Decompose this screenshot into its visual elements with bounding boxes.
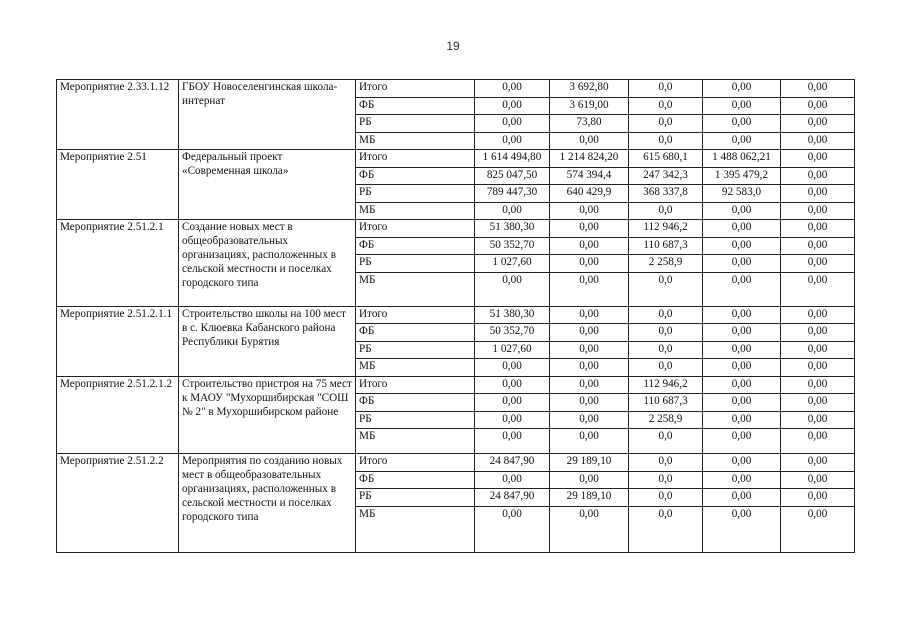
page-number: 19 bbox=[446, 39, 460, 53]
amount-cell: 0,00 bbox=[703, 506, 781, 552]
funding-source: Итого bbox=[356, 454, 475, 472]
amount-cell: 1 027,60 bbox=[475, 255, 550, 273]
amount-cell: 368 337,8 bbox=[629, 185, 703, 203]
activity-description: Строительство школы на 100 мест в с. Клюевка Кабанского района Республики Бурятия bbox=[179, 306, 356, 376]
amount-cell: 0,00 bbox=[703, 237, 781, 255]
amount-cell: 0,00 bbox=[781, 255, 855, 273]
amount-cell: 0,00 bbox=[550, 471, 629, 489]
amount-cell: 0,00 bbox=[781, 97, 855, 115]
amount-cell: 0,00 bbox=[703, 220, 781, 238]
amount-cell: 0,00 bbox=[550, 306, 629, 324]
funding-source: МБ bbox=[356, 359, 475, 377]
activity-description: Федеральный проект «Современная школа» bbox=[179, 150, 356, 220]
amount-cell: 0,00 bbox=[703, 489, 781, 507]
amount-cell: 0,0 bbox=[629, 132, 703, 150]
funding-source: ФБ bbox=[356, 97, 475, 115]
activity-id: Мероприятие 2.33.1.12 bbox=[57, 80, 179, 150]
table-row bbox=[57, 376, 855, 394]
amount-cell: 0,00 bbox=[550, 376, 629, 394]
funding-source: Итого bbox=[356, 376, 475, 394]
amount-cell: 0,00 bbox=[550, 359, 629, 377]
funding-source: РБ bbox=[356, 489, 475, 507]
amount-cell: 92 583,0 bbox=[703, 185, 781, 203]
amount-cell: 0,00 bbox=[475, 359, 550, 377]
activity-id: Мероприятие 2.51 bbox=[57, 150, 179, 220]
amount-cell: 0,00 bbox=[781, 506, 855, 552]
funding-source: ФБ bbox=[356, 167, 475, 185]
amount-cell: 0,00 bbox=[781, 185, 855, 203]
amount-cell: 29 189,10 bbox=[550, 489, 629, 507]
amount-cell: 3 619,00 bbox=[550, 97, 629, 115]
amount-cell: 24 847,90 bbox=[475, 454, 550, 472]
amount-cell: 0,00 bbox=[550, 220, 629, 238]
amount-cell: 247 342,3 bbox=[629, 167, 703, 185]
amount-cell: 0,00 bbox=[550, 411, 629, 429]
amount-cell: 0,00 bbox=[550, 429, 629, 454]
amount-cell: 0,00 bbox=[703, 324, 781, 342]
amount-cell: 0,00 bbox=[703, 429, 781, 454]
amount-cell: 112 946,2 bbox=[629, 376, 703, 394]
amount-cell: 0,00 bbox=[781, 489, 855, 507]
amount-cell: 0,00 bbox=[475, 272, 550, 306]
activity-description: ГБОУ Новоселенгинская школа-интернат bbox=[179, 80, 356, 150]
amount-cell: 2 258,9 bbox=[629, 411, 703, 429]
amount-cell: 0,00 bbox=[781, 394, 855, 412]
funding-source: МБ bbox=[356, 429, 475, 454]
amount-cell: 0,00 bbox=[475, 471, 550, 489]
activity-id: Мероприятие 2.51.2.1 bbox=[57, 220, 179, 307]
funding-source: Итого bbox=[356, 150, 475, 168]
amount-cell: 0,00 bbox=[475, 132, 550, 150]
amount-cell: 1 614 494,80 bbox=[475, 150, 550, 168]
amount-cell: 0,00 bbox=[550, 255, 629, 273]
amount-cell: 0,0 bbox=[629, 324, 703, 342]
funding-source: Итого bbox=[356, 306, 475, 324]
amount-cell: 0,00 bbox=[703, 411, 781, 429]
amount-cell: 0,00 bbox=[550, 202, 629, 220]
amount-cell: 51 380,30 bbox=[475, 220, 550, 238]
budget-table bbox=[56, 79, 855, 553]
amount-cell: 0,0 bbox=[629, 359, 703, 377]
amount-cell: 0,0 bbox=[629, 306, 703, 324]
amount-cell: 0,0 bbox=[629, 80, 703, 98]
amount-cell: 0,00 bbox=[781, 411, 855, 429]
amount-cell: 0,00 bbox=[781, 306, 855, 324]
amount-cell: 0,0 bbox=[629, 341, 703, 359]
funding-source: РБ bbox=[356, 115, 475, 133]
funding-source: МБ bbox=[356, 506, 475, 552]
activity-id: Мероприятие 2.51.2.2 bbox=[57, 454, 179, 553]
amount-cell: 0,0 bbox=[629, 97, 703, 115]
amount-cell: 2 258,9 bbox=[629, 255, 703, 273]
amount-cell: 0,00 bbox=[550, 394, 629, 412]
amount-cell: 0,0 bbox=[629, 506, 703, 552]
table-row bbox=[57, 220, 855, 238]
activity-description: Строительство пристроя на 75 мест к МАОУ "Мухоршибирская "СОШ № 2" в Мухоршибирском районе bbox=[179, 376, 356, 454]
amount-cell: 0,00 bbox=[703, 255, 781, 273]
amount-cell: 0,00 bbox=[781, 376, 855, 394]
funding-source: РБ bbox=[356, 341, 475, 359]
amount-cell: 0,0 bbox=[629, 471, 703, 489]
amount-cell: 0,00 bbox=[703, 376, 781, 394]
activity-id: Мероприятие 2.51.2.1.2 bbox=[57, 376, 179, 454]
amount-cell: 50 352,70 bbox=[475, 237, 550, 255]
activity-id: Мероприятие 2.51.2.1.1 bbox=[57, 306, 179, 376]
amount-cell: 29 189,10 bbox=[550, 454, 629, 472]
funding-source: ФБ bbox=[356, 394, 475, 412]
amount-cell: 24 847,90 bbox=[475, 489, 550, 507]
amount-cell: 0,00 bbox=[781, 324, 855, 342]
amount-cell: 3 692,80 bbox=[550, 80, 629, 98]
table-body bbox=[57, 80, 855, 553]
amount-cell: 0,00 bbox=[781, 132, 855, 150]
amount-cell: 110 687,3 bbox=[629, 394, 703, 412]
amount-cell: 0,00 bbox=[475, 506, 550, 552]
amount-cell: 0,00 bbox=[703, 115, 781, 133]
amount-cell: 0,00 bbox=[703, 359, 781, 377]
amount-cell: 0,00 bbox=[475, 115, 550, 133]
amount-cell: 0,00 bbox=[475, 202, 550, 220]
funding-source: РБ bbox=[356, 255, 475, 273]
amount-cell: 0,00 bbox=[703, 306, 781, 324]
funding-source: РБ bbox=[356, 185, 475, 203]
amount-cell: 0,00 bbox=[703, 471, 781, 489]
amount-cell: 0,00 bbox=[550, 237, 629, 255]
table-row bbox=[57, 454, 855, 472]
amount-cell: 112 946,2 bbox=[629, 220, 703, 238]
amount-cell: 0,00 bbox=[781, 272, 855, 306]
amount-cell: 0,00 bbox=[781, 150, 855, 168]
amount-cell: 0,00 bbox=[550, 506, 629, 552]
amount-cell: 825 047,50 bbox=[475, 167, 550, 185]
amount-cell: 0,00 bbox=[781, 167, 855, 185]
amount-cell: 110 687,3 bbox=[629, 237, 703, 255]
amount-cell: 0,00 bbox=[550, 324, 629, 342]
amount-cell: 1 488 062,21 bbox=[703, 150, 781, 168]
amount-cell: 0,0 bbox=[629, 489, 703, 507]
amount-cell: 574 394,4 bbox=[550, 167, 629, 185]
amount-cell: 0,0 bbox=[629, 454, 703, 472]
amount-cell: 0,00 bbox=[475, 80, 550, 98]
amount-cell: 0,00 bbox=[703, 97, 781, 115]
funding-source: МБ bbox=[356, 202, 475, 220]
amount-cell: 640 429,9 bbox=[550, 185, 629, 203]
amount-cell: 0,00 bbox=[703, 202, 781, 220]
table-row bbox=[57, 80, 855, 98]
amount-cell: 0,00 bbox=[781, 220, 855, 238]
table-row bbox=[57, 150, 855, 168]
funding-source: МБ bbox=[356, 132, 475, 150]
amount-cell: 0,00 bbox=[475, 411, 550, 429]
amount-cell: 0,00 bbox=[781, 471, 855, 489]
amount-cell: 0,00 bbox=[781, 429, 855, 454]
amount-cell: 789 447,30 bbox=[475, 185, 550, 203]
amount-cell: 0,00 bbox=[475, 376, 550, 394]
funding-source: ФБ bbox=[356, 324, 475, 342]
amount-cell: 0,00 bbox=[781, 341, 855, 359]
activity-description: Мероприятия по созданию новых мест в общеобразовательных организациях, расположенных в сельской местности и поселках городского типа bbox=[179, 454, 356, 553]
amount-cell: 0,00 bbox=[550, 272, 629, 306]
amount-cell: 0,00 bbox=[703, 454, 781, 472]
amount-cell: 0,0 bbox=[629, 115, 703, 133]
funding-source: РБ bbox=[356, 411, 475, 429]
amount-cell: 51 380,30 bbox=[475, 306, 550, 324]
amount-cell: 615 680,1 bbox=[629, 150, 703, 168]
funding-source: Итого bbox=[356, 80, 475, 98]
amount-cell: 0,0 bbox=[629, 202, 703, 220]
amount-cell: 0,00 bbox=[550, 341, 629, 359]
amount-cell: 0,00 bbox=[703, 341, 781, 359]
amount-cell: 0,0 bbox=[629, 429, 703, 454]
amount-cell: 0,00 bbox=[475, 394, 550, 412]
amount-cell: 0,00 bbox=[475, 429, 550, 454]
amount-cell: 0,00 bbox=[781, 359, 855, 377]
funding-source: ФБ bbox=[356, 237, 475, 255]
amount-cell: 0,00 bbox=[703, 394, 781, 412]
amount-cell: 1 395 479,2 bbox=[703, 167, 781, 185]
table-row bbox=[57, 306, 855, 324]
amount-cell: 0,00 bbox=[703, 80, 781, 98]
amount-cell: 73,80 bbox=[550, 115, 629, 133]
amount-cell: 0,00 bbox=[550, 132, 629, 150]
amount-cell: 50 352,70 bbox=[475, 324, 550, 342]
activity-description: Создание новых мест в общеобразовательных организациях, расположенных в сельской местности и поселках городского типа bbox=[179, 220, 356, 307]
funding-source: ФБ bbox=[356, 471, 475, 489]
amount-cell: 0,00 bbox=[781, 115, 855, 133]
amount-cell: 1 214 824,20 bbox=[550, 150, 629, 168]
funding-source: МБ bbox=[356, 272, 475, 306]
amount-cell: 0,00 bbox=[781, 80, 855, 98]
amount-cell: 0,00 bbox=[781, 202, 855, 220]
amount-cell: 0,00 bbox=[781, 454, 855, 472]
amount-cell: 0,00 bbox=[703, 272, 781, 306]
funding-source: Итого bbox=[356, 220, 475, 238]
amount-cell: 0,00 bbox=[781, 237, 855, 255]
amount-cell: 1 027,60 bbox=[475, 341, 550, 359]
amount-cell: 0,0 bbox=[629, 272, 703, 306]
amount-cell: 0,00 bbox=[475, 97, 550, 115]
amount-cell: 0,00 bbox=[703, 132, 781, 150]
